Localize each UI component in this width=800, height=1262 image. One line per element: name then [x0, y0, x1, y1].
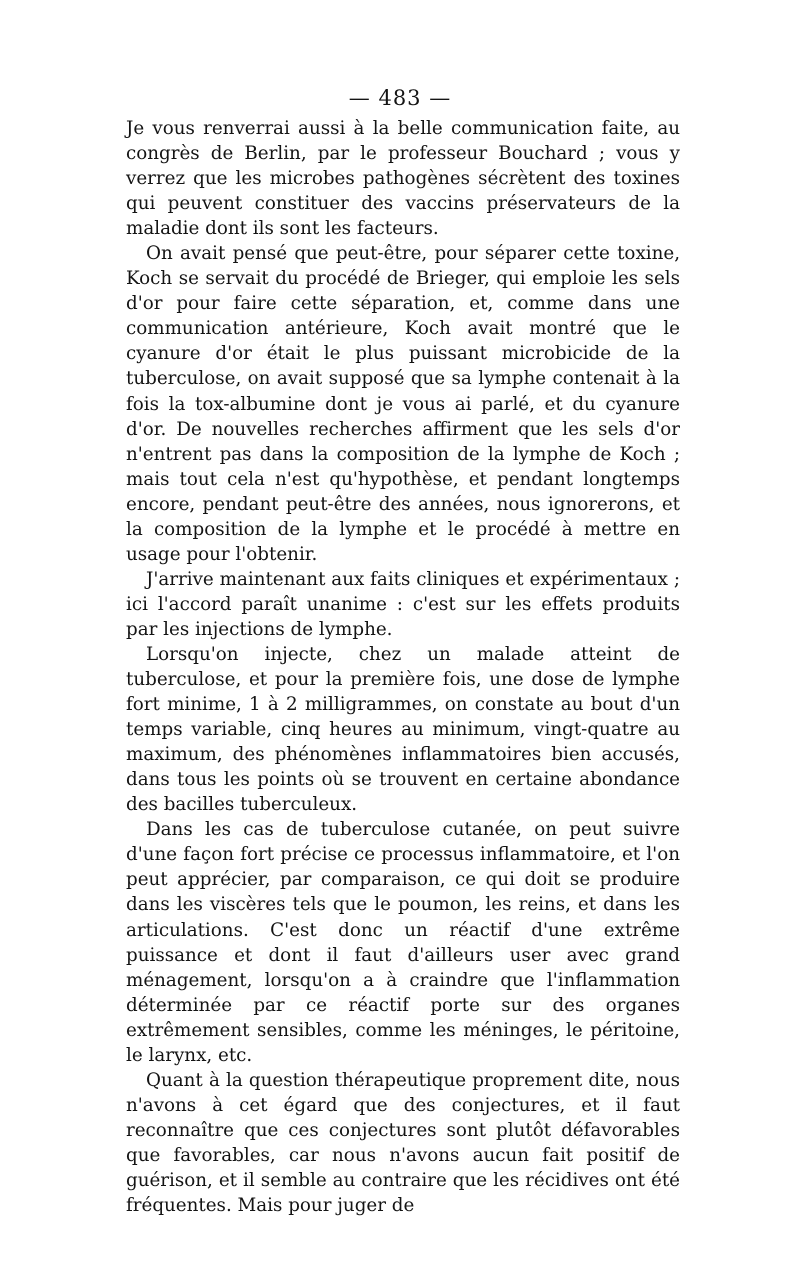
paragraph-4: Lorsqu'on injecte, chez un malade atteint de tuberculose, et pour la première fois, une dose de lymphe fort minime, 1 à 2 milligrammes, on constate au bout d'un temps variable, cinq heures au minimum, vingt-quatre au maximum, des phénomènes inflammatoires bien accusés, dans tous les points où se trouvent en certaine abondance des bacilles tuberculeux.: [126, 643, 680, 816]
paragraph-3: J'arrive maintenant aux faits cliniques et expérimentaux ; ici l'accord paraît unanime : c'est sur les effets produits par les injections de lymphe.: [126, 568, 680, 640]
page-number: — 483 —: [348, 86, 452, 110]
paragraph-6: Quant à la question thérapeutique proprement dite, nous n'avons à cet égard que des conjectures, et il faut reconnaître que ces conjectures sont plutôt défavorables que favorables, car nous n'avons aucun fait positif de guérison, et il semble au contraire que les récidives ont été fréquentes. Mais pour juger de: [126, 1069, 680, 1217]
body-text: [126, 116, 680, 1218]
paragraph-1: Je vous renverrai aussi à la belle communication faite, au congrès de Berlin, par le professeur Bouchard ; vous y verrez que les microbes pathogènes sécrètent des toxines qui peuvent constituer des vaccins préservateurs de la maladie dont ils sont les facteurs.: [126, 118, 680, 240]
paragraph-5: Dans les cas de tuberculose cutanée, on peut suivre d'une façon fort précise ce processus inflammatoire, et l'on peut apprécier, par comparaison, ce qui doit se produire dans les viscères tels que le poumon, les reins, et dans les articulations. C'est donc un réactif d'une extrême puissance et dont il faut d'ailleurs user avec grand ménagement, lorsqu'on a à craindre que l'inflammation déterminée par ce réactif porte sur des organes extrêmement sensibles, comme les méninges, le péritoine, le larynx, etc.: [126, 819, 680, 1066]
paragraph-2: On avait pensé que peut-être, pour séparer cette toxine, Koch se servait du procédé de Brieger, qui emploie les sels d'or pour faire cette séparation, et, comme dans une communication antérieure, Koch avait montré que le cyanure d'or était le plus puissant microbicide de la tuberculose, on avait supposé que sa lymphe contenait à la fois la tox-albumine dont je vous ai parlé, et du cyanure d'or. De nouvelles recherches affirment que les sels d'or n'entrent pas dans la composition de la lymphe de Koch ; mais tout cela n'est qu'hypothèse, et pendant longtemps encore, pendant peut-être des années, nous ignorerons, et la composition de la lymphe et le procédé à mettre en usage pour l'obtenir.: [126, 243, 680, 565]
